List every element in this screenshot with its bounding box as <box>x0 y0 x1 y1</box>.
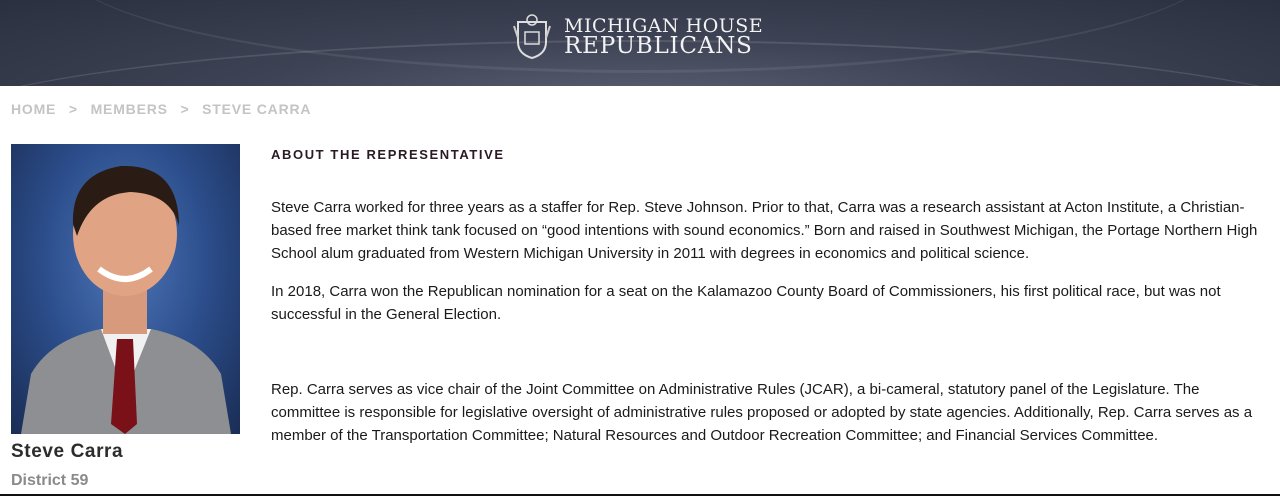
bio-paragraph: Rep. Carra serves as vice chair of the Joint Committee on Administrative Rules (JCAR), a bi-cameral, statutory panel of the Legislature. The committee is responsible for legislative oversight of administrative rules proposed or adopted by state agencies. Additionally, Rep. Carra serves as a member of the Transportation Committee; Natural Resources and Outdoor Recreation Committee; and Financial Services Committee. <box>271 381 1253 444</box>
breadcrumb <box>11 101 319 117</box>
breadcrumb-current: STEVE CARRA <box>202 101 312 117</box>
bio-paragraph: In 2018, Carra won the Republican nomination for a seat on the Kalamazoo County Board of Commissioners, his first political race, but was not successful in the General Election. <box>271 283 1221 323</box>
breadcrumb-home[interactable]: HOME <box>11 101 57 117</box>
member-district: District 59 <box>11 472 89 489</box>
logo-line-2: REPUBLICANS <box>564 33 753 59</box>
michigan-seal-icon <box>512 12 552 60</box>
breadcrumb-separator: > <box>180 101 190 117</box>
bio-paragraph: Steve Carra worked for three years as a staffer for Rep. Steve Johnson. Prior to that, Carra was a research assistant at Acton Institute, a Christian-based free market think tank focused on “good intentions with sound economics.” Born and raised in Southwest Michigan, the Portage Northern High School alum graduated from Western Michigan University in 2011 with degrees in economics and political science. <box>271 199 1258 262</box>
site-logo[interactable] <box>512 12 763 60</box>
about-heading: ABOUT THE REPRESENTATIVE <box>271 147 505 162</box>
member-name: Steve Carra <box>11 441 124 462</box>
member-photo <box>11 144 240 434</box>
site-header <box>0 0 1280 86</box>
logo-line-1: MICHIGAN HOUSE <box>564 15 764 37</box>
breadcrumb-separator: > <box>68 101 78 117</box>
breadcrumb-members[interactable]: MEMBERS <box>90 101 168 117</box>
